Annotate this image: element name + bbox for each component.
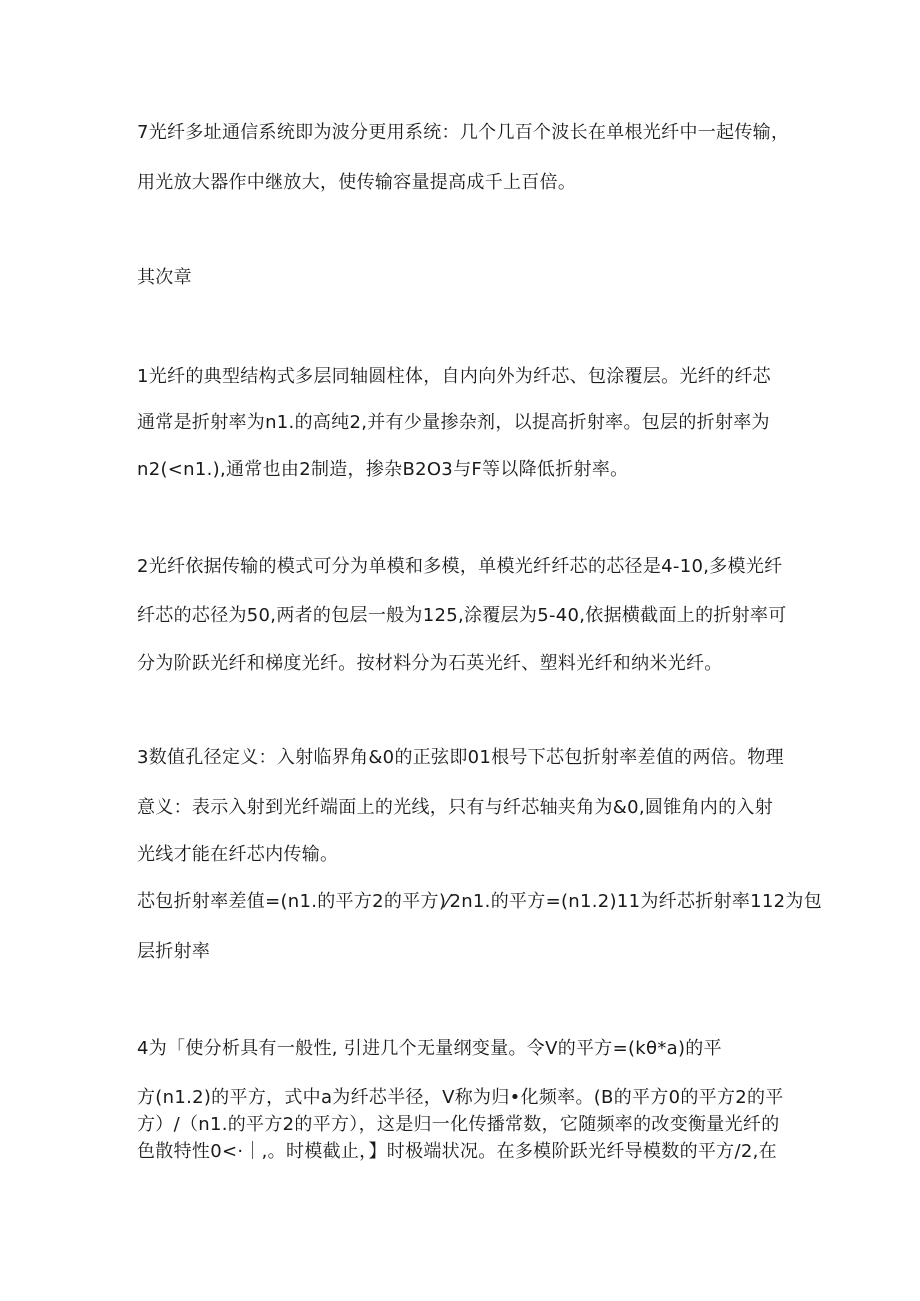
text-line: 纤芯的芯径为50,两者的包层一般为125,涂覆层为5-40,依据横截面上的折射率可 (137, 605, 787, 626)
text-line: 芯包折射率差值=(n1.的平方2的平方)⁄2n1.的平方=(n1.2)11为纤芯折射率112为包 (137, 891, 823, 912)
text-line: 2光纤依据传输的模式可分为单模和多模，单模光纤纤芯的芯径是4-10,多模光纤 (137, 556, 783, 577)
text-line: 色散特性0<·｜,。时模截止，】时极端状况。在多模阶跃光纤导模数的平方/2,在 (137, 1141, 777, 1162)
text-line: 3数值孔径定义：入射临界角&0的正弦即01根号下芯包折射率差值的两倍。物理 (137, 747, 784, 768)
text-line: 4为「使分析具有一般性, 引进几个无量纲变量。令V的平方=(kθ*a)的平 (137, 1038, 722, 1059)
text-line: 方(n1.2)的平方，式中a为纤芯半径，V称为归•化频率。(B的平方0的平方2的平 (137, 1087, 784, 1108)
text-line: 通常是折射率为n1.的高纯2,并有少量掺杂剂，以提高折射率。包层的折射率为 (137, 412, 770, 433)
text-line: 层折射率 (137, 941, 211, 962)
text-line: n2(<n1.),通常也由2制造，掺杂B2O3与F等以降低折射率。 (137, 459, 629, 480)
text-line: 方）/（n1.的平方2的平方），这是归一化传播常数，它随频率的改变衡量光纤的 (137, 1114, 780, 1135)
text-line: 分为阶跃光纤和梯度光纤。按材料分为石英光纤、塑料光纤和纳米光纤。 (137, 653, 723, 674)
text-line: 1光纤的典型结构式多层同轴圆柱体，自内向外为纤芯、包涂覆层。光纤的纤芯 (137, 366, 771, 387)
text-line: 光线才能在纤芯内传输。 (137, 844, 339, 865)
text-line: 7光纤多址通信系统即为波分更用系统：几个几百个波长在单根光纤中一起传输， (137, 122, 790, 143)
text-line: 意义：表示入射到光纤端面上的光线，只有与纤芯轴夹角为&0,圆锥角内的入射 (137, 797, 774, 818)
text-line: 用光放大器作中继放大，使传输容量提高成千上百倍。 (137, 172, 577, 193)
chapter-heading: 其次章 (137, 267, 192, 288)
